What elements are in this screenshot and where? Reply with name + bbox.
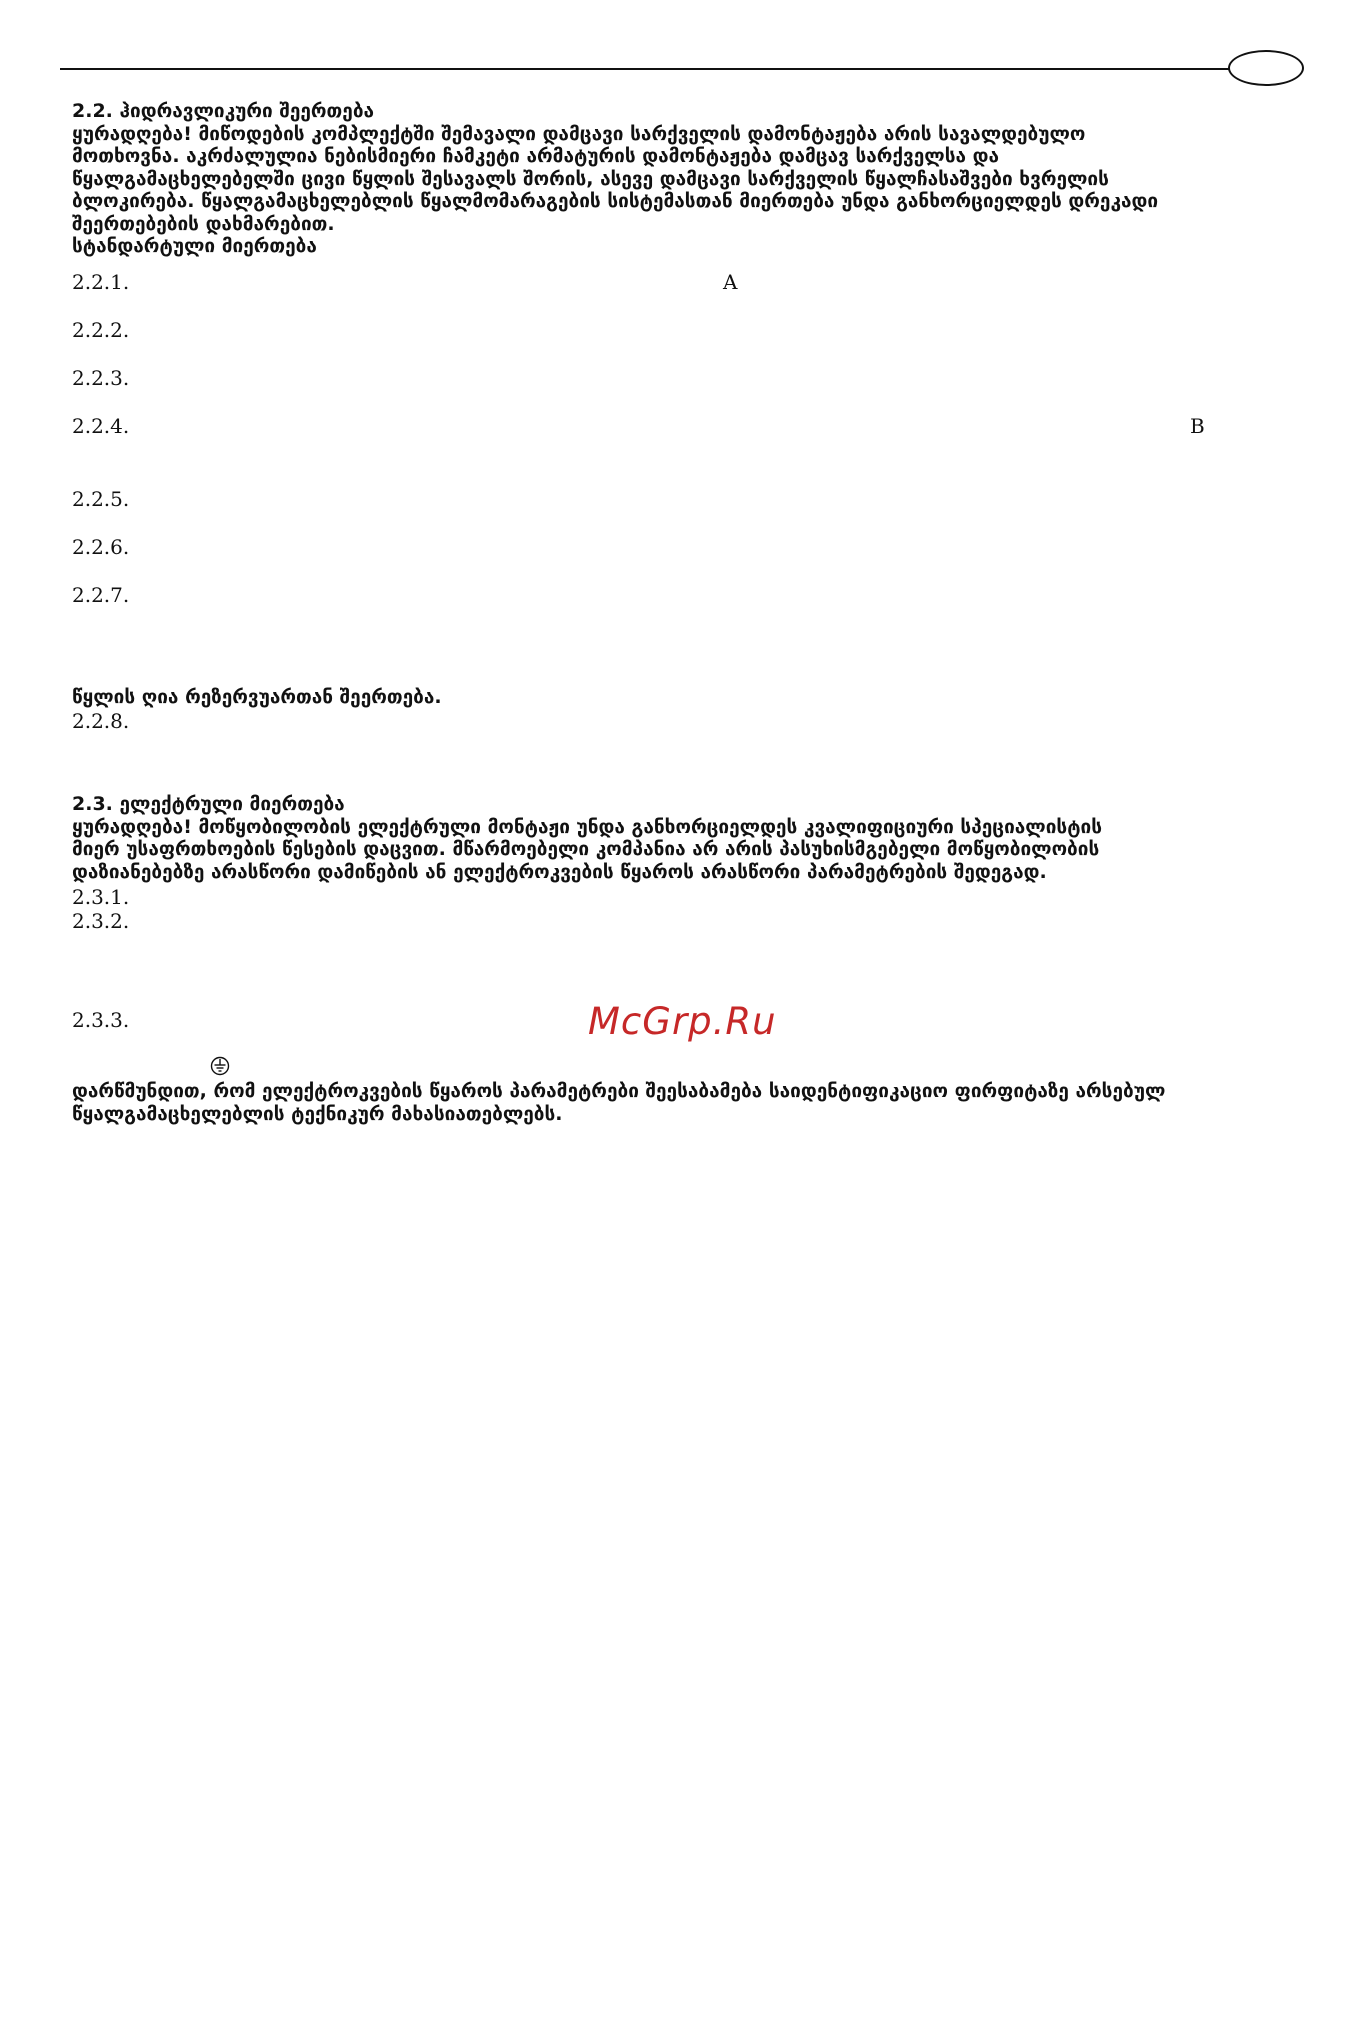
item-2-2-2: 2.2.2.: [72, 318, 130, 342]
closing-line: დარწმუნდით, რომ ელექტროკვების წყაროს პარამეტრები შეესაბამება საიდენტიფიკაციო ფირფიტაზე არსებულ: [72, 1080, 1166, 1102]
hydraulic-warning-line: შეერთებების დახმარებით.: [72, 212, 335, 235]
hydraulic-section: [72, 100, 1158, 258]
electric-warning-line: ყურადღება! მოწყობილობის ელექტრული მონტაჟი უნდა განხორციელდეს კვალიფიციური სპეციალისტის: [72, 815, 1103, 838]
closing-note: [72, 1080, 1165, 1125]
page-number-oval: [1228, 50, 1304, 86]
item-2-2-3: 2.2.3.: [72, 366, 130, 390]
open-reservoir-text: წყლის ღია რეზერვუართან შეერთება.: [72, 686, 442, 708]
item-2-3-1: 2.3.1.: [72, 885, 130, 909]
header-rule: [60, 68, 1245, 70]
electric-warning-line: მიერ უსაფრთხოების წესების დაცვით. მწარმოებელი კომპანია არ არის პასუხისმგებელი მოწყობილობის: [72, 838, 1100, 860]
open-reservoir-block: [72, 686, 442, 709]
ground-symbol-icon: [210, 1056, 230, 1076]
hydraulic-warning-line: მოთხოვნა. აკრძალულია ნებისმიერი ჩამკეტი არმატურის დამონტაჟება დამცავ სარქველსა და: [72, 145, 1000, 167]
item-2-3-3: 2.3.3.: [72, 1008, 130, 1032]
item-2-2-6: 2.2.6.: [72, 535, 130, 559]
item-2-3-2: 2.3.2.: [72, 909, 130, 933]
item-2-2-4: 2.2.4.: [72, 414, 130, 438]
electric-heading: 2.3. ელექტრული მიერთება: [72, 793, 345, 815]
item-2-2-8: 2.2.8.: [72, 709, 130, 733]
electric-section: [72, 793, 1102, 883]
standard-connection-subheading: სტანდარტული მიერთება: [72, 235, 317, 257]
item-2-2-7: 2.2.7.: [72, 583, 130, 607]
closing-line: წყალგამაცხელებლის ტექნიკურ მახასიათებლებს.: [72, 1102, 563, 1125]
watermark: McGrp.Ru: [588, 1000, 777, 1043]
item-2-2-1: 2.2.1.: [72, 270, 130, 294]
hydraulic-warning-line: წყალგამაცხელებელში ცივი წყლის შესავალს შორის, ასევე დამცავი სარქველის წყალჩასაშვები ხვრელის: [72, 167, 1109, 190]
hydraulic-warning-line: ბლოკირება. წყალგამაცხელებლის წყალმომარაგების სისტემასთან მიერთება უნდა განხორციელდეს დრეკადი: [72, 190, 1159, 212]
figure-label-a: A: [723, 270, 738, 294]
item-2-2-5: 2.2.5.: [72, 487, 130, 511]
hydraulic-warning-line: ყურადღება! მიწოდების კომპლექტში შემავალი დამცავი სარქველის დამონტაჟება არის სავალდებულო: [72, 122, 1086, 145]
hydraulic-heading: 2.2. ჰიდრავლიკური შეერთება: [72, 100, 375, 122]
figure-label-b: B: [1190, 414, 1205, 438]
electric-warning-line: დაზიანებებზე არასწორი დამიწების ან ელექტროკვების წყაროს არასწორი პარამეტრების შედეგად.: [72, 860, 1047, 883]
